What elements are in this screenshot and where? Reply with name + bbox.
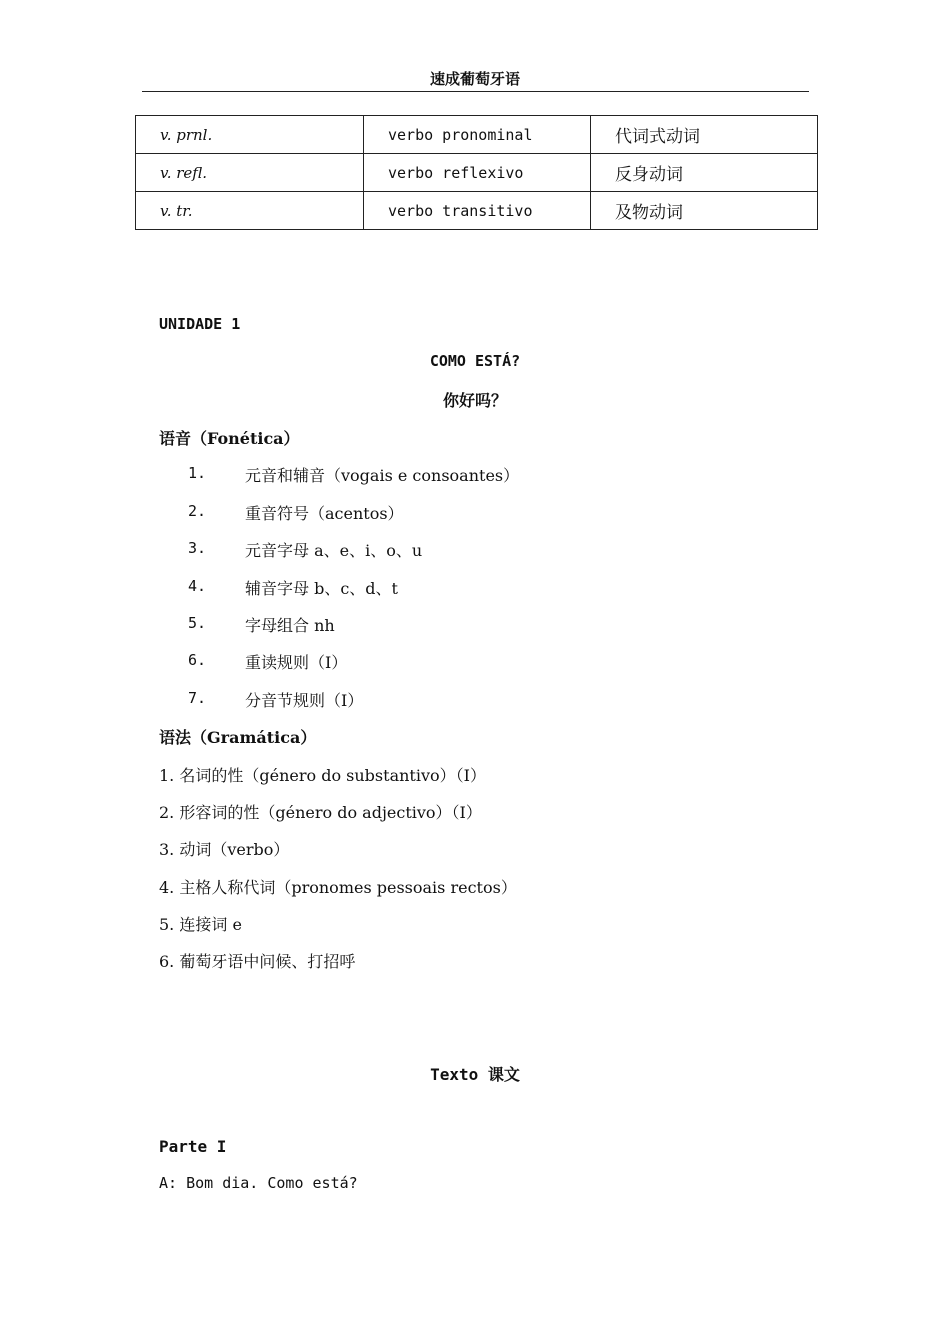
translation-cell: 反身动词	[591, 154, 818, 192]
list-item: 4. 主格人称代词（pronomes pessoais rectos）	[159, 878, 517, 897]
list-item: 重读规则（I）	[245, 653, 348, 672]
list-item: 6. 葡萄牙语中问候、打招呼	[159, 952, 356, 971]
phonetics-heading: 语音（Fonética）	[159, 429, 300, 448]
texto-heading: Texto 课文	[430, 1065, 520, 1084]
table-row	[136, 192, 818, 230]
list-item: 字母组合 nh	[245, 616, 335, 635]
abbr-cell: v. tr.	[136, 192, 364, 230]
unit-title-pt: COMO ESTÁ?	[429, 352, 521, 370]
list-item: 1. 名词的性（género do substantivo）（I）	[159, 766, 486, 785]
list-item: 2. 形容词的性（género do adjectivo）（I）	[159, 803, 482, 822]
term-cell: verbo transitivo	[364, 192, 591, 230]
table-row	[136, 154, 818, 192]
list-item: 分音节规则（I）	[245, 691, 364, 710]
list-item: 元音和辅音（vogais e consoantes）	[245, 466, 520, 485]
header-rule	[142, 91, 809, 92]
term-cell: verbo pronominal	[364, 116, 591, 154]
list-item: 重音符号（acentos）	[245, 504, 404, 523]
list-item: 元音字母 a、e、i、o、u	[245, 541, 423, 560]
list-item-number: 7.	[188, 689, 207, 707]
grammar-heading: 语法（Gramática）	[159, 728, 317, 747]
list-item-number: 5.	[188, 614, 207, 632]
running-header: 速成葡萄牙语	[429, 70, 520, 88]
list-item: 辅音字母 b、c、d、t	[245, 579, 398, 598]
abbr-cell: v. refl.	[136, 154, 364, 192]
list-item: 5. 连接词 e	[159, 915, 242, 934]
list-item-number: 3.	[188, 539, 207, 557]
unit-title-cn: 你好吗？	[442, 391, 507, 410]
translation-cell: 及物动词	[591, 192, 818, 230]
table-row	[136, 116, 818, 154]
term-cell: verbo reflexivo	[364, 154, 591, 192]
abbreviation-table	[135, 115, 818, 230]
list-item-number: 1.	[188, 464, 207, 482]
list-item-number: 4.	[188, 577, 207, 595]
dialogue-line: A: Bom dia. Como está?	[159, 1174, 358, 1192]
abbr-cell: v. prnl.	[136, 116, 364, 154]
list-item: 3. 动词（verbo）	[159, 840, 290, 859]
unit-label: UNIDADE 1	[159, 315, 241, 333]
list-item-number: 2.	[188, 502, 207, 520]
part-heading: Parte I	[159, 1137, 227, 1156]
list-item-number: 6.	[188, 651, 207, 669]
translation-cell: 代词式动词	[591, 116, 818, 154]
